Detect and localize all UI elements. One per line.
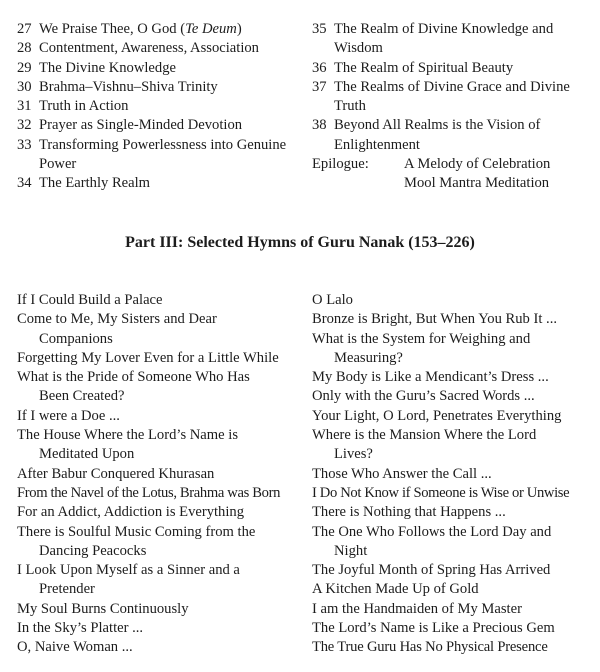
chapter-title: Beyond All Realms is the Vision of Enlightenment — [334, 117, 541, 153]
hymn-title: For an Addict, Addiction is Everything — [17, 504, 244, 521]
hymn-entry — [17, 523, 307, 562]
hymn-title: The True Guru Has No Physical Presence — [312, 639, 548, 656]
hymn-title-continued: Been Created? — [39, 388, 125, 405]
hymn-entry — [312, 619, 596, 638]
chapter-number: 32 — [17, 117, 32, 134]
hymn-title: The Joyful Month of Spring Has Arrived — [312, 562, 551, 579]
chapter-title: Transforming Powerlessness into Genuine Power — [39, 136, 287, 173]
hymn-entry — [17, 600, 307, 619]
chapter-title-text: We Praise Thee, O God ( — [39, 21, 186, 37]
chapter-number: 27 — [17, 21, 32, 37]
hymn-title: I am the Handmaiden of My Master — [312, 600, 522, 617]
hymn-title: After Babur Conquered Khurasan — [17, 465, 215, 482]
hymn-entry — [17, 407, 307, 426]
hymn-entry — [17, 349, 307, 368]
hymn-entry — [312, 291, 596, 310]
hymn-title: Come to Me, My Sisters and Dear — [17, 311, 217, 328]
toc-entry — [17, 174, 305, 193]
hymn-title: Only with the Guru’s Sacred Words ... — [312, 388, 535, 405]
chapter-title: Prayer as Single-Minded Devotion — [39, 117, 243, 134]
hymn-title: I Do Not Know if Someone is Wise or Unwise — [312, 484, 570, 501]
toc-entry — [17, 116, 305, 135]
hymns-column-right — [312, 291, 596, 658]
hymn-title: My Body is Like a Mendicant’s Dress ... — [312, 369, 549, 386]
chapter-number: 38 — [312, 117, 327, 134]
hymn-title: O, Naive Woman ... — [17, 639, 133, 656]
chapter-title: Contentment, Awareness, Association — [39, 40, 259, 57]
toc-column-right — [312, 20, 596, 194]
chapter-number: 34 — [17, 175, 32, 192]
toc-entry — [312, 20, 596, 59]
chapter-title: The Realm of Spiritual Beauty — [334, 59, 514, 76]
chapter-number: 37 — [312, 78, 327, 95]
hymn-entry — [17, 465, 307, 484]
hymn-entry — [17, 426, 307, 465]
chapter-number: 30 — [17, 78, 32, 95]
hymn-entry — [17, 484, 307, 503]
chapter-title: The Earthly Realm — [39, 175, 151, 192]
hymn-entry — [312, 310, 596, 329]
chapter-title: The Realms of Divine Grace and Divine Truth — [334, 78, 570, 115]
hymn-entry — [312, 484, 596, 503]
toc-column-left — [17, 20, 305, 194]
epilogue-title-2: Mool Mantra Meditation — [404, 175, 550, 192]
chapter-number: 33 — [17, 136, 32, 153]
hymn-title-continued: Lives? — [334, 446, 373, 463]
chapter-title: Brahma–Vishnu–Shiva Trinity — [39, 78, 218, 95]
chapter-title — [39, 20, 305, 39]
hymn-title: O Lalo — [312, 292, 353, 308]
toc-entry — [17, 20, 305, 39]
hymn-entry — [312, 330, 596, 369]
hymn-entry — [17, 561, 307, 600]
hymn-entry — [17, 619, 307, 638]
hymn-title: I Look Upon Myself as a Sinner and a — [17, 562, 240, 579]
epilogue-entry — [312, 155, 596, 174]
toc-entry — [312, 59, 596, 78]
toc-entry — [17, 97, 305, 116]
hymn-entry — [312, 523, 596, 562]
chapter-title-italic: Te Deum — [185, 21, 237, 37]
hymn-title: The House Where the Lord’s Name is — [17, 427, 239, 444]
hymn-title: My Soul Burns Continuously — [17, 600, 189, 617]
chapter-title-end: ) — [236, 21, 242, 37]
hymn-entry — [312, 638, 596, 657]
chapter-number: 28 — [17, 40, 32, 57]
hymn-title-continued: Dancing Peacocks — [39, 542, 147, 559]
hymn-entry — [312, 580, 596, 599]
hymn-title: Your Light, O Lord, Penetrates Everything — [312, 407, 562, 424]
hymn-entry — [312, 368, 596, 387]
hymn-title: Bronze is Bright, But When You Rub It ... — [312, 311, 557, 328]
hymn-entry — [312, 387, 596, 406]
hymn-title-continued: Companions — [39, 330, 113, 347]
hymn-title-continued: Meditated Upon — [39, 446, 135, 463]
hymn-title-continued: Night — [334, 542, 368, 559]
hymn-title: A Kitchen Made Up of Gold — [312, 581, 479, 598]
hymn-title: What is the System for Weighing and — [312, 330, 531, 347]
toc-entry — [312, 116, 596, 155]
hymn-title: If I Could Build a Palace — [17, 292, 163, 308]
hymn-entry — [312, 561, 596, 580]
hymn-title: In the Sky’s Platter ... — [17, 620, 144, 637]
chapter-title: The Realm of Divine Knowledge and Wisdom — [334, 21, 554, 57]
hymns-column-left — [17, 291, 307, 658]
epilogue-title-1: A Melody of Celebration — [404, 156, 551, 173]
toc-entry — [17, 59, 305, 78]
toc-entry — [17, 78, 305, 97]
hymn-title: Those Who Answer the Call ... — [312, 465, 492, 482]
hymn-title-continued: Pretender — [39, 581, 95, 598]
hymn-title: From the Navel of the Lotus, Brahma was Born — [17, 484, 281, 501]
hymn-title: The One Who Follows the Lord Day and — [312, 523, 552, 540]
hymn-entry — [17, 638, 307, 657]
toc-entry — [17, 39, 305, 58]
hymn-title: There is Nothing that Happens ... — [312, 504, 506, 521]
hymn-title: If I were a Doe ... — [17, 407, 120, 424]
hymn-entry — [312, 407, 596, 426]
hymn-entry — [312, 426, 596, 465]
chapter-number: 36 — [312, 59, 327, 76]
chapter-title: The Divine Knowledge — [39, 59, 176, 76]
hymn-title: Where is the Mansion Where the Lord — [312, 427, 537, 444]
chapter-number: 35 — [312, 21, 327, 37]
hymn-entry — [312, 465, 596, 484]
part-heading: Part III: Selected Hymns of Guru Nanak (153–226) — [125, 234, 475, 251]
hymn-entry — [17, 310, 307, 349]
hymn-entry — [312, 503, 596, 522]
toc-entry — [17, 136, 305, 175]
hymn-title: The Lord’s Name is Like a Precious Gem — [312, 620, 555, 637]
chapter-title: Truth in Action — [39, 98, 129, 115]
hymn-title: There is Soulful Music Coming from the — [17, 523, 256, 540]
hymn-title: What is the Pride of Someone Who Has — [17, 369, 250, 386]
hymn-title-continued: Measuring? — [334, 349, 403, 366]
hymn-entry — [312, 600, 596, 619]
chapter-number: 29 — [17, 59, 32, 76]
chapter-number: 31 — [17, 98, 32, 115]
hymn-title: Forgetting My Lover Even for a Little While — [17, 349, 279, 366]
hymn-entry — [17, 503, 307, 522]
hymn-entry — [17, 291, 307, 310]
epilogue-label: Epilogue: — [312, 156, 369, 173]
hymn-entry — [17, 368, 307, 407]
toc-entry — [312, 78, 596, 117]
